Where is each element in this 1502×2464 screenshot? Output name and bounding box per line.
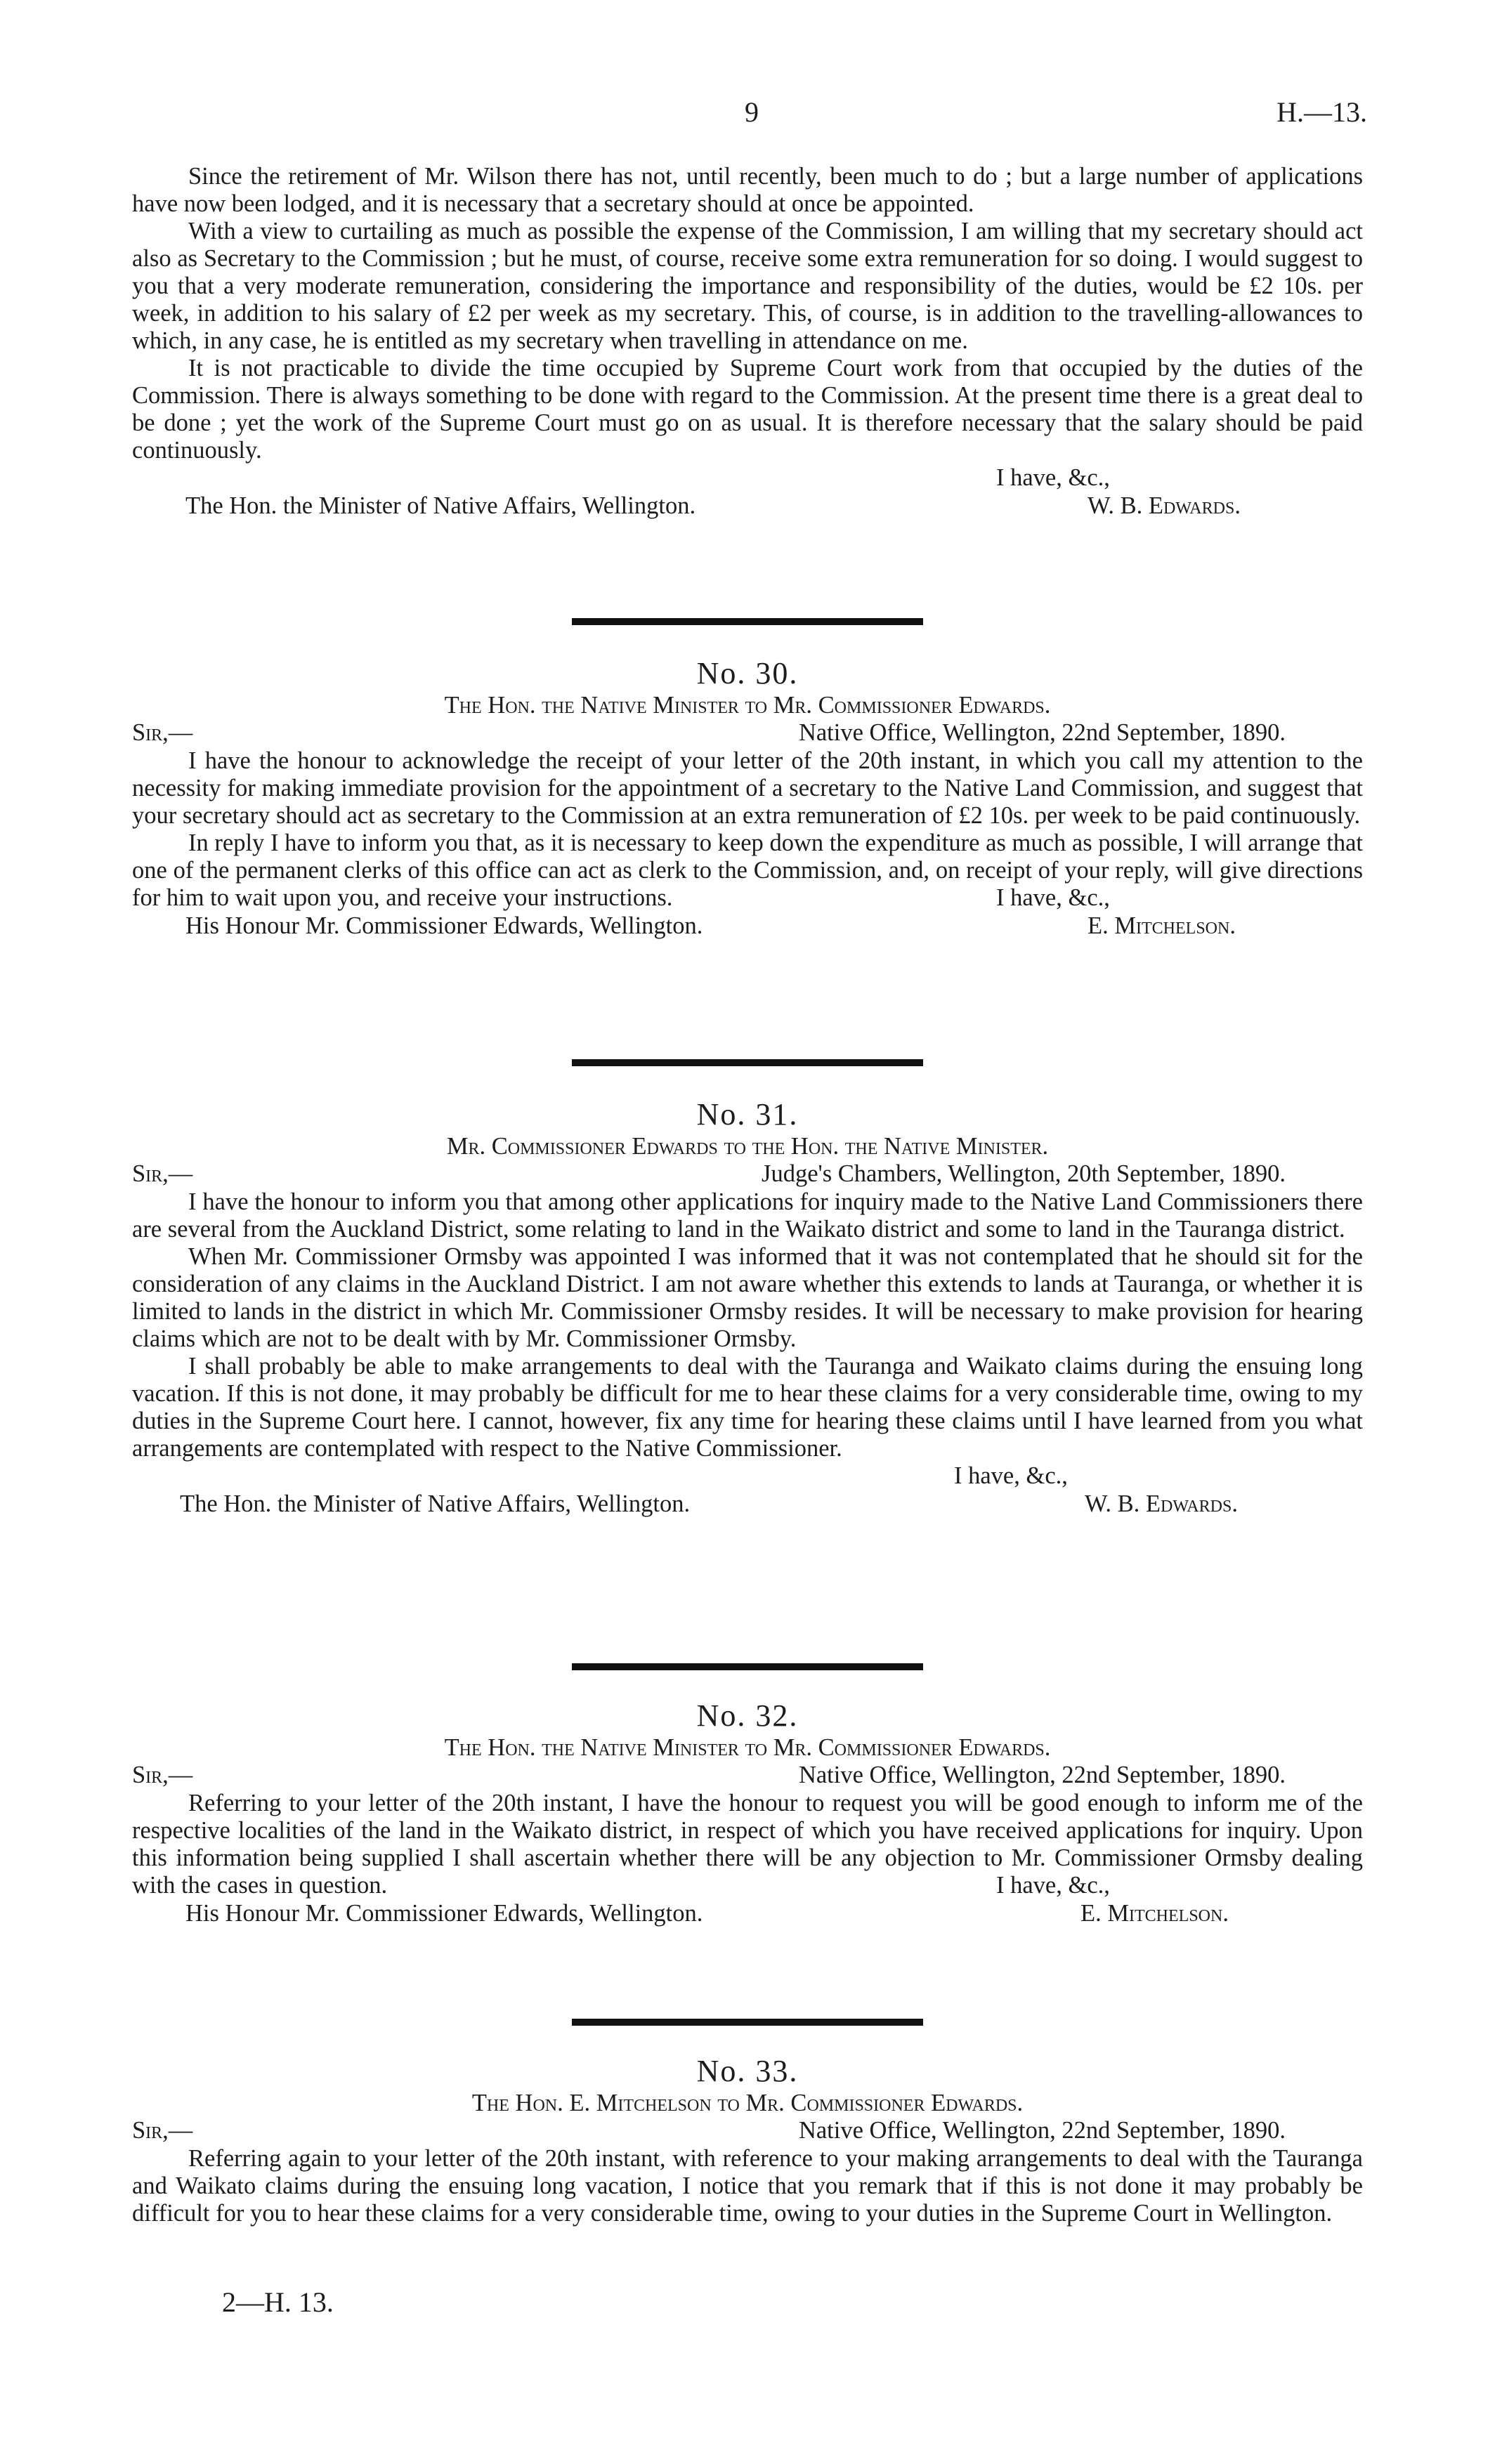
letter-paragraph: I have the honour to acknowledge the receipt of your letter of the 20th instant, in which you call my attention to the necessity for making immediate provision for the appointment of a secretary to the Native Land Commission, and suggest that your secretary should act as secretary to the Commission at an extra remuneration of £2 10s. per week to be paid continuously. xyxy=(132,747,1363,829)
page-number: 9 xyxy=(745,96,759,128)
letter-paragraph: When Mr. Commissioner Ormsby was appointed I was informed that it was not contemplated that he should sit for the consideration of any claims in the Auckland District. I am not aware whether this extends to lands at Tauranga, or whether it is limited to lands in the district in which Mr. Commissioner Ormsby resides. It will be necessary to make provision for hearing claims which are not to be dealt with by Mr. Commissioner Ormsby. xyxy=(132,1243,1363,1352)
closing-formula: I have, &c., xyxy=(996,464,1110,491)
addressee: His Honour Mr. Commissioner Edwards, Wellington. xyxy=(185,912,703,939)
letter-31 xyxy=(132,1059,1363,1520)
letter-number: No. 31. xyxy=(696,1097,799,1132)
section-divider xyxy=(572,1059,923,1066)
signature: E. Mitchelson. xyxy=(1080,1900,1229,1927)
signature: W. B. Edwards. xyxy=(1088,492,1241,519)
letter-32 xyxy=(132,1663,1363,1929)
dateline: Judge's Chambers, Wellington, 20th September, 1890. xyxy=(762,1160,1286,1187)
addressee: The Hon. the Minister of Native Affairs, Wellington. xyxy=(185,492,696,519)
closing-formula: I have, &c., xyxy=(996,884,1110,911)
dateline: Native Office, Wellington, 22nd September, 1890. xyxy=(798,2117,1286,2144)
intro-letter-continuation xyxy=(132,163,1363,522)
section-divider xyxy=(572,2019,923,2026)
salutation: Sir,— xyxy=(132,1762,193,1788)
letter-closing xyxy=(132,1462,1363,1520)
closing-formula: I have, &c., xyxy=(954,1462,1068,1489)
letter-number: No. 30. xyxy=(696,656,799,690)
letter-number: No. 33. xyxy=(696,2054,799,2088)
letter-paragraph: I have the honour to inform you that among other applications for inquiry made to the Native Land Commissioners there are several from the Auckland District, some relating to land in the Waikato district and some to land in the Tauranga district. xyxy=(132,1188,1363,1243)
letter-33 xyxy=(132,2019,1363,2227)
document-reference: H.—13. xyxy=(1276,96,1367,128)
section-divider xyxy=(572,618,923,625)
salutation: Sir,— xyxy=(132,2117,193,2144)
letter-heading: Mr. Commissioner Edwards to the Hon. the Native Minister. xyxy=(446,1133,1049,1160)
letter-closing xyxy=(132,884,1363,942)
salutation-line xyxy=(132,719,1363,747)
letter-heading: The Hon. E. Mitchelson to Mr. Commissioner Edwards. xyxy=(471,2090,1024,2116)
letter-closing xyxy=(132,1872,1363,1929)
letter-paragraph: In reply I have to inform you that, as it is necessary to keep down the expenditure as much as possible, I will arrange that one of the permanent clerks of this office can act as clerk to the Commission, and, on receipt of your reply, will give directions for him to wait upon you, and receive your instructions. xyxy=(132,830,1363,911)
salutation-line xyxy=(132,2117,1363,2145)
salutation: Sir,— xyxy=(132,719,193,746)
intro-paragraph: With a view to curtailing as much as possible the expense of the Commission, I am willing that my secretary should act also as Secretary to the Commission ; but he must, of course, receive some extra remuneration for so doing. I would suggest to you that a very moderate remuneration, considering the importance and responsibility of the duties, would be £2 10s. per week, in addition to his salary of £2 per week as my secretary. This, of course, is in addition to the travelling-allowances to which, in any case, he is entitled as my secretary when travelling in attendance on me. xyxy=(132,218,1363,354)
addressee: His Honour Mr. Commissioner Edwards, Wellington. xyxy=(185,1900,703,1927)
signature: W. B. Edwards. xyxy=(1085,1490,1238,1517)
salutation-line xyxy=(132,1762,1363,1790)
intro-paragraph: It is not practicable to divide the time occupied by Supreme Court work from that occupied by the duties of the Commission. There is always something to be done with regard to the Commission. At the present time there is a great deal to be done ; yet the work of the Supreme Court must go on as usual. It is therefore necessary that the salary should be paid continuously. xyxy=(132,355,1363,464)
closing-formula: I have, &c., xyxy=(996,1872,1110,1899)
signature-mark: 2—H. 13. xyxy=(222,2286,334,2318)
letter-30 xyxy=(132,618,1363,942)
letter-closing xyxy=(132,464,1363,522)
letter-number: No. 32. xyxy=(696,1698,799,1733)
section-divider xyxy=(572,1663,923,1670)
letter-paragraph: I shall probably be able to make arrangements to deal with the Tauranga and Waikato claims during the ensuing long vacation. If this is not done, it may probably be difficult for me to hear these claims for a very considerable time, owing to my duties in the Supreme Court here. I cannot, however, fix any time for hearing these claims until I have learned from you what arrangements are contemplated with respect to the Native Commissioner. xyxy=(132,1353,1363,1462)
signature: E. Mitchelson. xyxy=(1088,912,1236,939)
letter-heading: The Hon. the Native Minister to Mr. Commissioner Edwards. xyxy=(444,692,1051,719)
addressee: The Hon. the Minister of Native Affairs, Wellington. xyxy=(180,1490,691,1517)
intro-paragraph: Since the retirement of Mr. Wilson there has not, until recently, been much to do ; but a large number of applications have now been lodged, and it is necessary that a secretary should at once be appointed. xyxy=(132,163,1363,217)
letter-paragraph: Referring to your letter of the 20th instant, I have the honour to request you will be good enough to inform me of the respective localities of the land in the Waikato district, in respect of which you have received applications for inquiry. Upon this information being supplied I shall ascertain whether there will be any objection to Mr. Commissioner Ormsby dealing with the cases in question. xyxy=(132,1790,1363,1899)
dateline: Native Office, Wellington, 22nd September, 1890. xyxy=(798,719,1286,746)
salutation-line xyxy=(132,1160,1363,1188)
letter-heading: The Hon. the Native Minister to Mr. Commissioner Edwards. xyxy=(444,1734,1051,1761)
dateline: Native Office, Wellington, 22nd September, 1890. xyxy=(798,1762,1286,1788)
letter-paragraph: Referring again to your letter of the 20th instant, with reference to your making arrangements to deal with the Tauranga and Waikato claims during the ensuing long vacation, I notice that you remark that if this is not done it may probably be difficult for you to hear these claims for a very considerable time, owing to your duties in the Supreme Court in Wellington. xyxy=(132,2145,1363,2227)
salutation: Sir,— xyxy=(132,1160,193,1187)
